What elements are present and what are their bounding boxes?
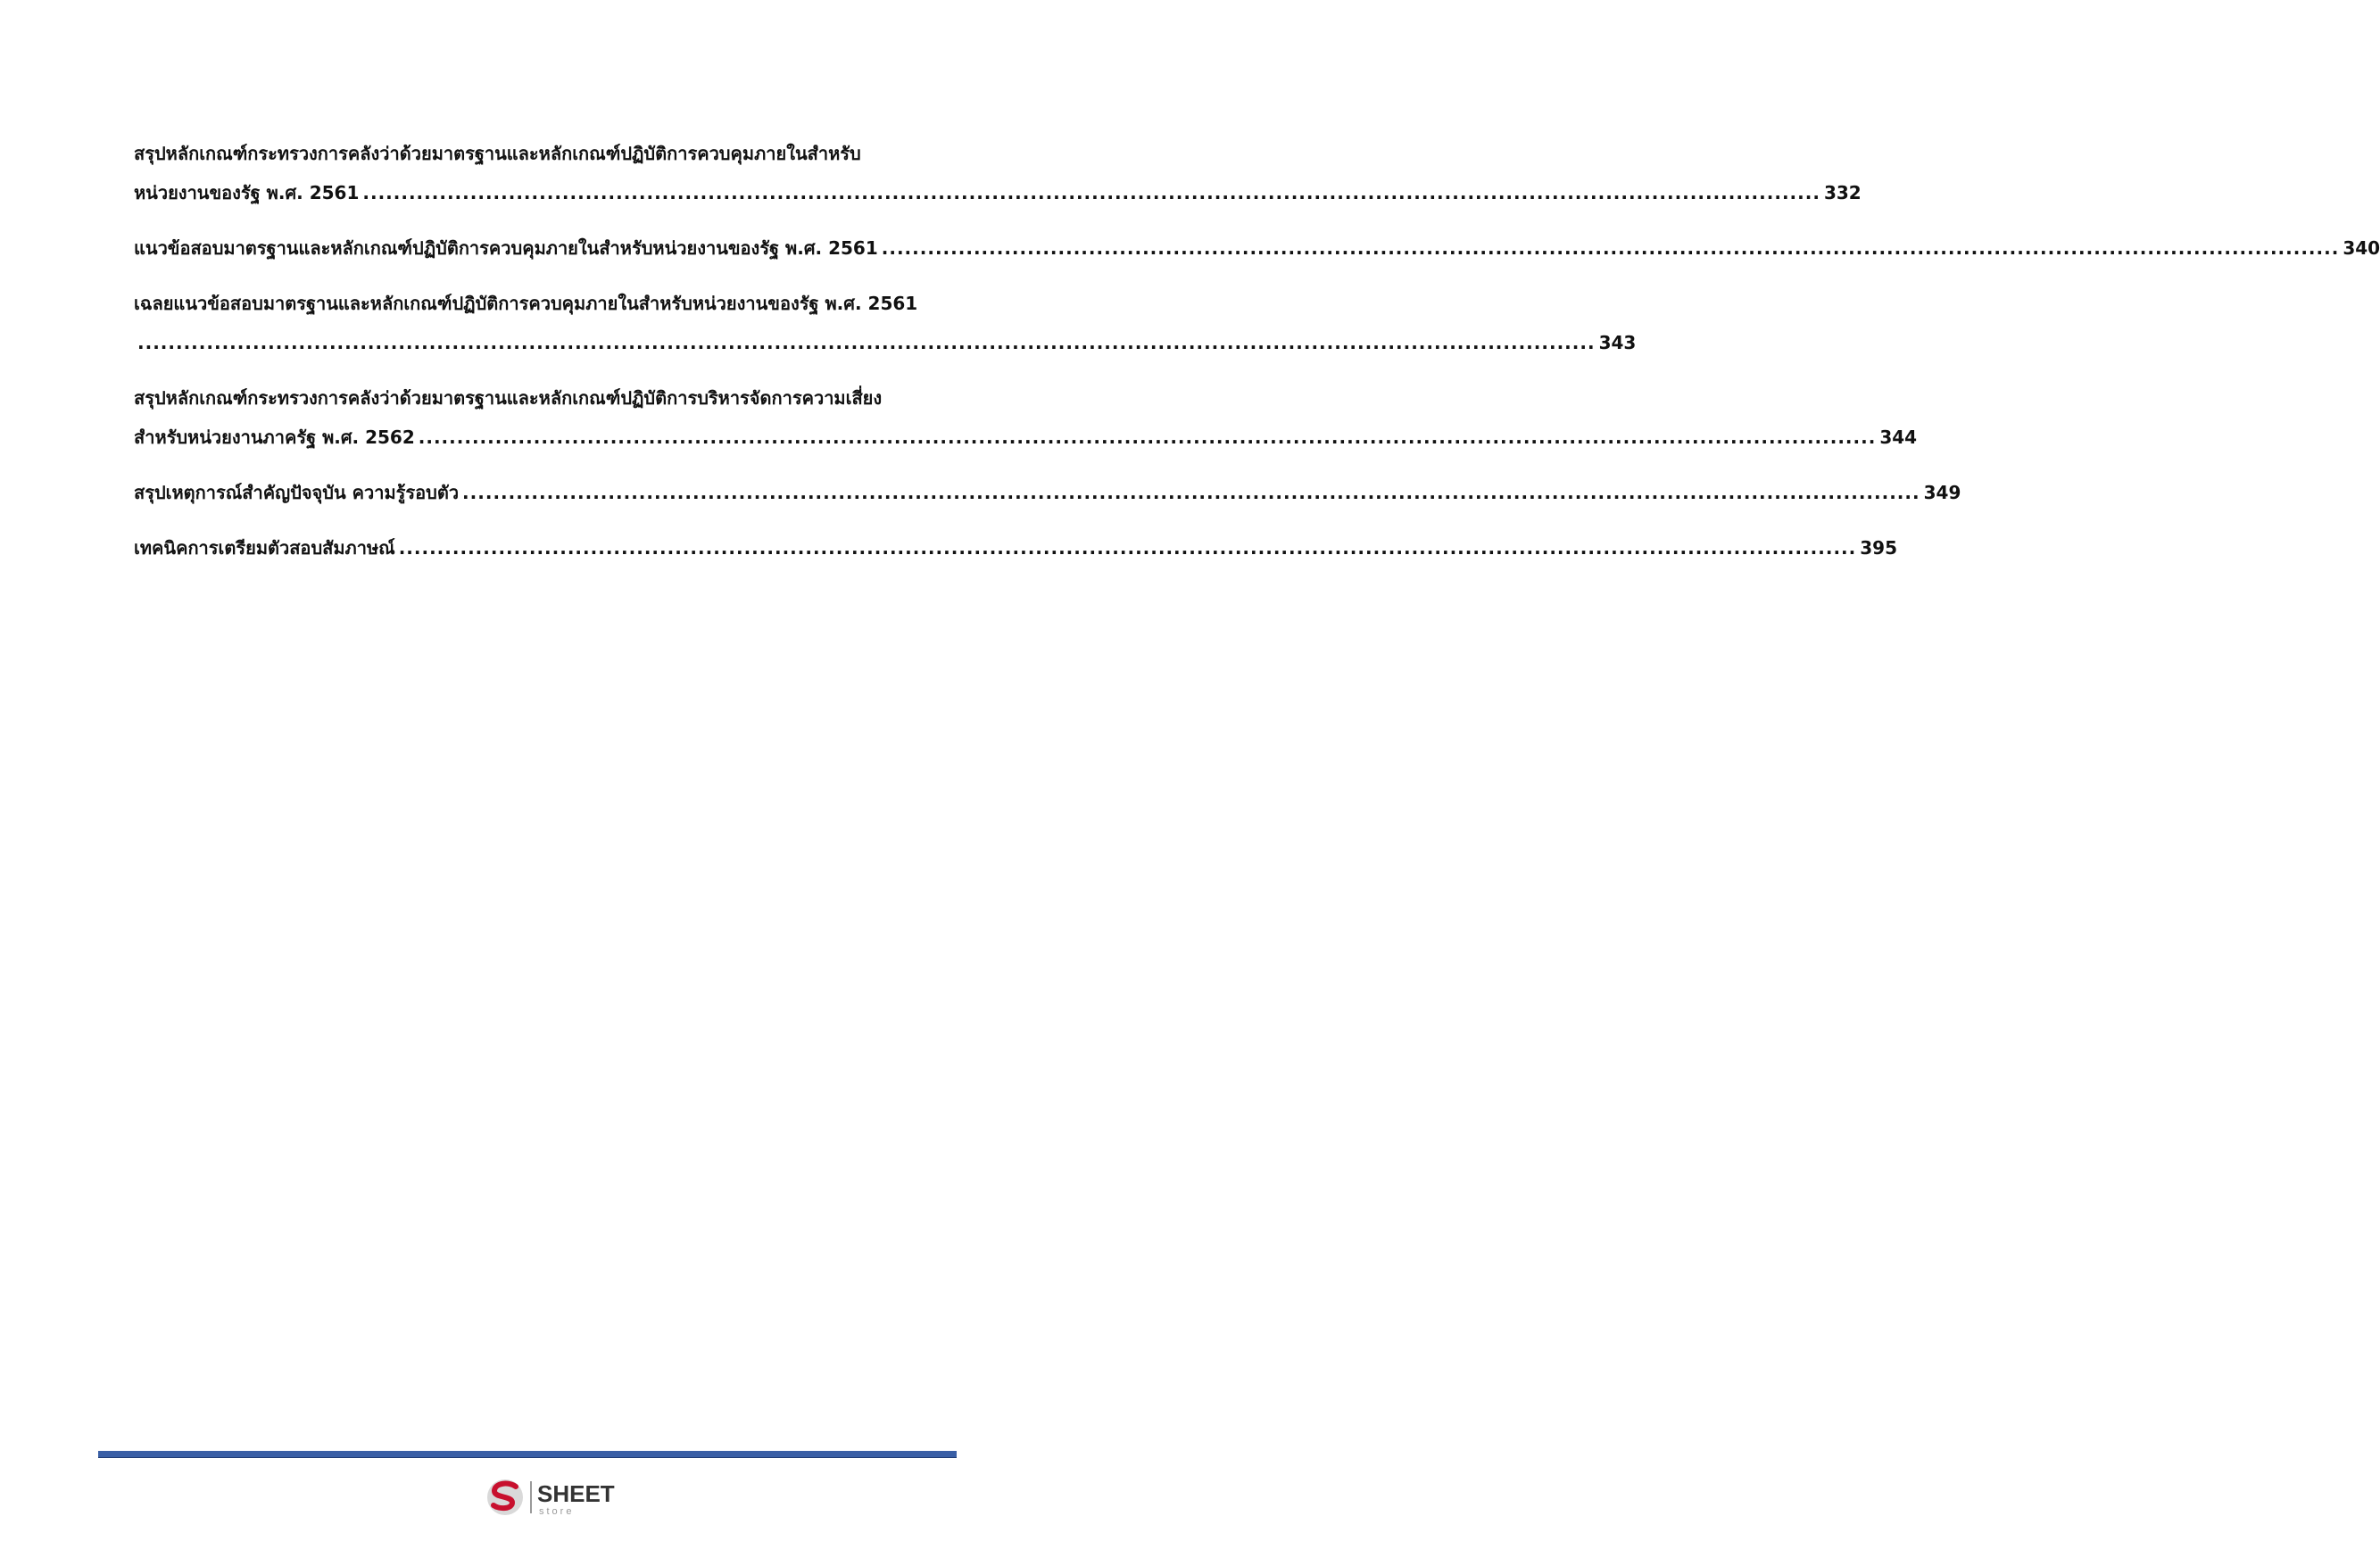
toc-page-number: 340	[2343, 237, 2380, 259]
toc-entry-last-line	[134, 528, 1897, 568]
toc-entry-last-line	[134, 418, 1918, 457]
dot-leader: ..............................................................................................................................................................................................	[137, 332, 1596, 353]
logo-divider	[530, 1481, 532, 1513]
logo-word: SHEET	[537, 1480, 615, 1507]
toc-entry-title: แนวข้อสอบมาตรฐานและหลักเกณฑ์ปฏิบัติการควบคุมภายในสำหรับหน่วยงานของรัฐ พ.ศ. 2561	[134, 237, 878, 259]
sheet-store-logo	[485, 1476, 637, 1519]
toc-entry[interactable]	[134, 284, 1637, 362]
toc-page-number: 395	[1860, 537, 1897, 559]
dot-leader: ..............................................................................................................................................................................................	[362, 182, 1820, 203]
toc-entry-title-line: สรุปหลักเกณฑ์กระทรวงการคลังว่าด้วยมาตรฐานและหลักเกณฑ์ปฏิบัติการควบคุมภายในสำหรับ	[134, 143, 861, 164]
toc-entry-last-line	[134, 323, 1637, 362]
toc-entry[interactable]	[134, 528, 1897, 568]
dot-leader: ..............................................................................................................................................................................................	[462, 482, 1920, 503]
toc-entry-last-line	[134, 173, 1862, 212]
toc-entry-title-end: หน่วยงานของรัฐ พ.ศ. 2561	[134, 182, 360, 203]
toc-entry-title-end: สำหรับหน่วยงานภาครัฐ พ.ศ. 2562	[134, 427, 415, 448]
toc-entry-title: เทคนิคการเตรียมตัวสอบสัมภาษณ์	[134, 537, 395, 559]
toc-page-number: 344	[1879, 427, 1918, 448]
toc-page-number: 343	[1598, 332, 1637, 353]
toc-entry[interactable]	[134, 134, 1862, 212]
toc-entry[interactable]	[134, 473, 1961, 512]
dot-leader: ..............................................................................................................................................................................................	[881, 237, 2340, 259]
toc-page-number: 349	[1923, 482, 1961, 503]
toc-entry-last-line	[134, 473, 1961, 512]
toc-entry-title: สรุปเหตุการณ์สำคัญปัจจุบัน ความรู้รอบตัว	[134, 482, 460, 503]
toc-entry[interactable]	[134, 378, 1918, 457]
table-of-contents	[134, 134, 2380, 584]
toc-entry-title-line: สรุปหลักเกณฑ์กระทรวงการคลังว่าด้วยมาตรฐานและหลักเกณฑ์ปฏิบัติการบริหารจัดการความเสี่ยง	[134, 387, 883, 409]
dot-leader: ..............................................................................................................................................................................................	[418, 427, 1877, 448]
sheet-store-logo-icon	[485, 1476, 637, 1519]
toc-entry[interactable]	[134, 228, 2380, 268]
toc-entry-title-line: เฉลยแนวข้อสอบมาตรฐานและหลักเกณฑ์ปฏิบัติการควบคุมภายในสำหรับหน่วยงานของรัฐ พ.ศ. 2561	[134, 293, 918, 314]
toc-page-number: 332	[1823, 182, 1862, 203]
toc-entry-last-line	[134, 228, 2380, 268]
footer-rule	[98, 1451, 957, 1458]
dot-leader: ..............................................................................................................................................................................................	[398, 537, 1857, 559]
logo-sub: store	[539, 1506, 575, 1517]
